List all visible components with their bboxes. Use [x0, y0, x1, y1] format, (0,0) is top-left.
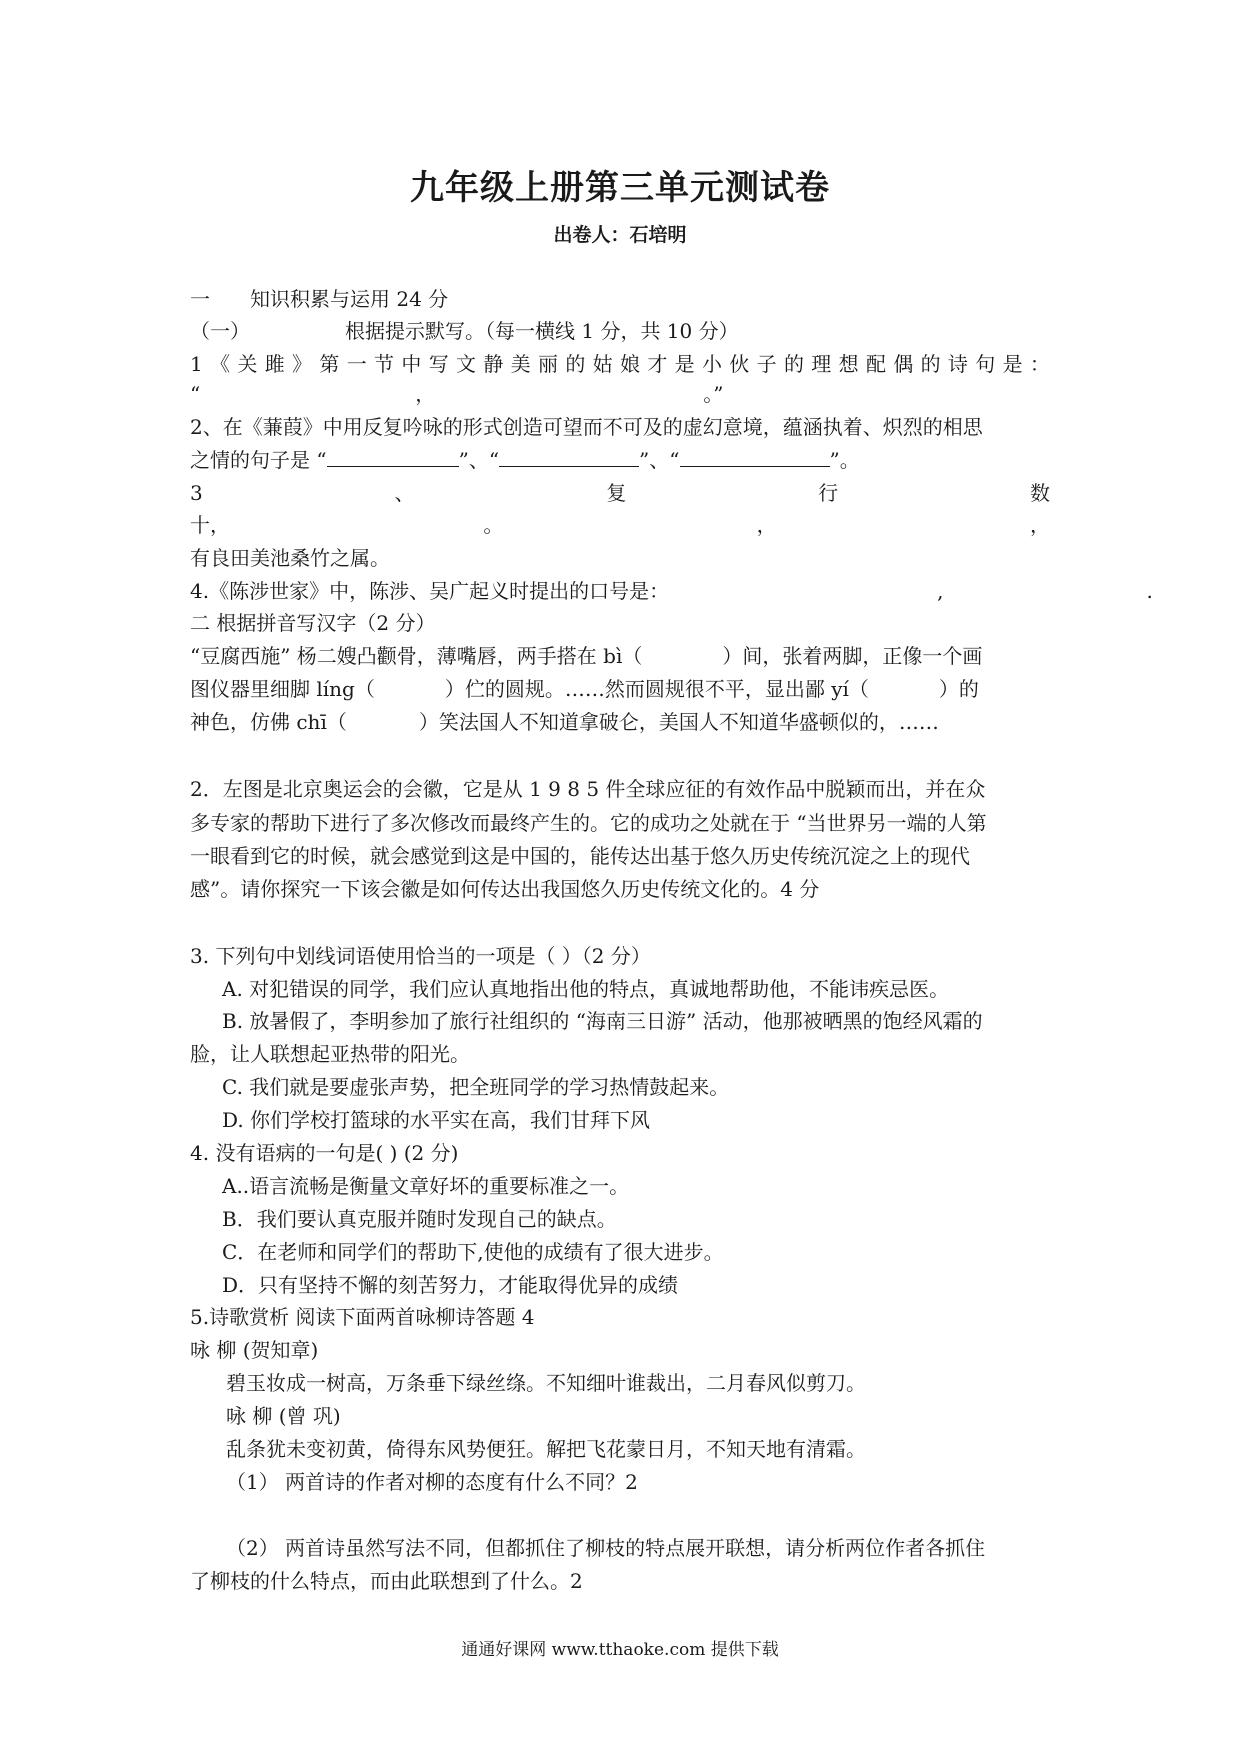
- emblem-question-line-1: 2．左图是北京奥运会的会徽，它是从 1 9 8 5 件全球应征的有效作品中脱颖而出，并在众: [190, 777, 986, 801]
- grammar-option-d: D．只有坚持不懈的刻苦努力，才能取得优异的成绩: [222, 1273, 679, 1297]
- question-2-line-2: 之情的句子是 “ ”、“ ”、“ ”。: [190, 448, 860, 472]
- poem-2-title: 咏 柳 (曾 巩): [226, 1404, 341, 1428]
- q1-char: 姑: [592, 352, 613, 376]
- question-3-line-2: 十， 。 ， ，: [190, 513, 1050, 537]
- word-option-d: D. 你们学校打篮球的水平实在高，我们甘拜下风: [222, 1108, 651, 1132]
- grammar-option-c: C．在老师和同学们的帮助下,使他的成绩有了很大进步。: [222, 1240, 724, 1264]
- pinyin-line-3: 神色，仿佛 chī（ ）笑法国人不知道拿破仑，美国人不知道华盛顿似的，……: [190, 710, 939, 734]
- q1-char: 是: [674, 352, 695, 376]
- q1-char: 《: [210, 352, 231, 376]
- q1-char: 伙: [729, 352, 750, 376]
- q1-char: 》: [292, 352, 313, 376]
- q1-char: 想: [838, 352, 859, 376]
- poem-1-text: 碧玉妆成一树高，万条垂下绿丝绦。不知细叶谁裁出，二月春风似剪刀。: [226, 1371, 866, 1395]
- question-4-line: 4.《陈涉世家》中，陈涉、吴广起义时提出的口号是： , .: [190, 579, 1153, 603]
- emblem-question-line-3: 一眼看到它的时候，就会感觉到这是中国的，能传达出基于悠久历史传统沉淀之上的现代: [190, 844, 970, 868]
- emblem-question-line-2: 多专家的帮助下进行了多次修改而最终产生的。它的成功之处就在于 “当世界另一端的人第: [190, 811, 987, 835]
- q1-char: 的: [783, 352, 804, 376]
- q1-char: 的: [920, 352, 941, 376]
- poem-subquestion-2-line-2: 了柳枝的什么特点，而由此联想到了什么。2: [190, 1569, 583, 1593]
- q1-char: 文: [456, 352, 477, 376]
- answer-blank[interactable]: [327, 446, 459, 467]
- q1-char: 偶: [893, 352, 914, 376]
- q1-char: 美: [510, 352, 531, 376]
- poem-subquestion-1: （1） 两首诗的作者对柳的态度有什么不同？2: [226, 1470, 638, 1494]
- q1-char: 才: [647, 352, 668, 376]
- word-question-stem: 3. 下列句中划线词语使用恰当的一项是（ ）（2 分）: [190, 944, 651, 968]
- author-line: 出卷人：石培明: [553, 224, 687, 246]
- emblem-question-line-4: 感”。请你探究一下该会徽是如何传达出我国悠久历史传统文化的。4 分: [190, 877, 820, 901]
- q1-char: 配: [865, 352, 886, 376]
- q1-char: 娘: [619, 352, 640, 376]
- question-3-line-3: 有良田美池桑竹之属。: [190, 546, 390, 570]
- q1-char: 关: [237, 352, 258, 376]
- section-heading-2: 二 根据拼音写汉字（2 分）: [190, 611, 436, 635]
- poem-subquestion-2-line-1: （2） 两首诗虽然写法不同，但都抓住了柳枝的特点展开联想，请分析两位作者各抓住: [226, 1536, 986, 1560]
- q1-char: 中: [401, 352, 422, 376]
- question-1-line-1: [190, 351, 1050, 377]
- grammar-option-a: A..语言流畅是衡量文章好坏的重要标准之一。: [222, 1174, 630, 1198]
- subsection-heading: （一） 根据提示默写。（每一横线 1 分，共 10 分）: [190, 319, 739, 343]
- q1-char: 静: [483, 352, 504, 376]
- q1-char: 1: [190, 352, 203, 376]
- q1-char: 子: [756, 352, 777, 376]
- poem-1-title: 咏 柳 (贺知章): [190, 1338, 319, 1362]
- q1-char: 的: [565, 352, 586, 376]
- answer-blank[interactable]: [680, 446, 830, 467]
- q1-char: 一: [346, 352, 367, 376]
- q1-char: 句: [975, 352, 996, 376]
- word-option-c: C. 我们就是要虚张声势，把全班同学的学习热情鼓起来。: [222, 1075, 730, 1099]
- q1-char: 丽: [538, 352, 558, 376]
- poem-question-stem: 5.诗歌赏析 阅读下面两首咏柳诗答题 4: [190, 1305, 535, 1329]
- q1-char: 小: [701, 352, 722, 376]
- q1-char: 节: [374, 352, 395, 376]
- section-heading-1: 一 知识积累与运用 24 分: [190, 287, 449, 311]
- question-1-line-2: “ ， 。”: [190, 382, 724, 406]
- pinyin-line-1: “豆腐西施” 杨二嫂凸颧骨，薄嘴唇，两手搭在 bì（ ）间，张着两脚，正像一个画: [190, 644, 983, 668]
- page-title: 九年级上册第三单元测试卷: [410, 168, 830, 208]
- answer-blank[interactable]: [499, 446, 639, 467]
- question-2-line-1: 2、在《蒹葭》中用反复吟咏的形式创造可望而不可及的虚幻意境，蕴涵执着、炽烈的相思: [190, 415, 983, 439]
- q1-char: 理: [811, 352, 832, 376]
- grammar-question-stem: 4. 没有语病的一句是( ) (2 分): [190, 1141, 459, 1165]
- footer-credit: 通通好课网 www.tthaoke.com 提供下载: [461, 1640, 779, 1660]
- q1-char: 写: [428, 352, 449, 376]
- q1-char: 诗: [947, 352, 968, 376]
- word-option-b-line-1: B. 放暑假了，李明参加了旅行社组织的 “海南三日游” 活动，他那被晒黑的饱经风霜的: [222, 1009, 983, 1033]
- question-3-line-1: 3 、 复 行 数: [190, 481, 1050, 505]
- q1-char: 第: [319, 352, 340, 376]
- q1-char: ：: [1029, 352, 1050, 376]
- word-option-a: A. 对犯错误的同学，我们应认真地指出他的特点，真诚地帮助他，不能讳疾忌医。: [222, 977, 950, 1001]
- pinyin-line-2: 图仪器里细脚 líng（ ）伫的圆规。……然而圆规很不平，显出鄙 yí（ ）的: [190, 677, 979, 701]
- q1-char: 是: [1002, 352, 1023, 376]
- q1-char: 雎: [264, 352, 285, 376]
- poem-2-text: 乱条犹未变初黄，倚得东风势便狂。解把飞花蒙日月，不知天地有清霜。: [226, 1437, 866, 1461]
- grammar-option-b: B．我们要认真克服并随时发现自己的缺点。: [222, 1207, 617, 1231]
- word-option-b-line-2: 脸，让人联想起亚热带的阳光。: [190, 1042, 470, 1066]
